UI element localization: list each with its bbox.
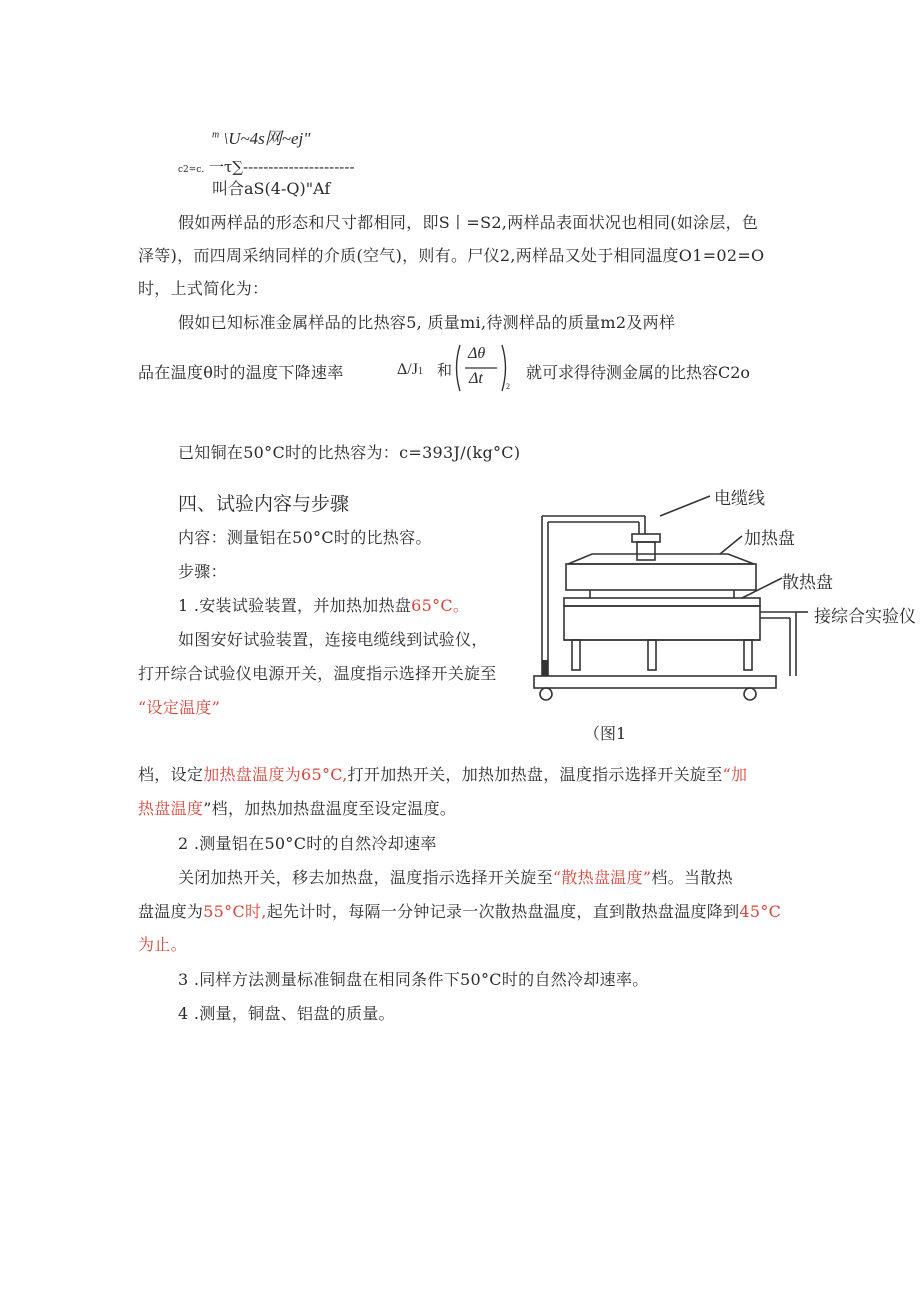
formula-line-3: 叫合aS(4-Q)"Af <box>212 179 331 198</box>
formula-line-2 <box>178 156 355 177</box>
para2-line2-a: 品在温度θ时的温度下降速率 <box>138 363 344 382</box>
foot-left <box>540 688 552 700</box>
step1-desc-3: “设定温度” <box>138 698 221 717</box>
formula-sum: 一τ∑---------------------- <box>209 158 355 176</box>
rate-symbol <box>397 361 423 379</box>
step2-desc-2 <box>138 899 781 922</box>
step1-line <box>178 593 469 616</box>
step2-desc-1-b: 档。当散热 <box>651 868 733 887</box>
step1-desc-5-b: ”档，加热加热盘温度至设定温度。 <box>203 799 457 818</box>
and-word: 和 <box>437 361 453 379</box>
apparatus-drawing <box>520 480 920 720</box>
heat-sink-body <box>564 606 760 640</box>
probe-body <box>637 542 655 560</box>
step2-desc-2-a: 盘温度为 <box>138 902 204 921</box>
fraction-subscript: 2 <box>506 382 510 391</box>
leg-1 <box>572 640 580 670</box>
formula-line-1 <box>212 124 310 149</box>
step1-desc-2: 打开综合试验仪电源开关，温度指示选择开关旋至 <box>138 664 497 683</box>
step1-temp: 65°C。 <box>411 596 470 615</box>
step1-desc-4-red1: 加热盘温度为65°C, <box>203 765 348 784</box>
step2-desc-3: 为止。 <box>138 935 187 954</box>
heat-sink-top <box>564 598 760 606</box>
leader-heat <box>720 536 742 554</box>
para1-line2: 泽等)，而四周采纳同样的介质(空气)，则有。尸仪2,两样品又处于相同温度O1=02=O <box>138 246 765 265</box>
rate-symbol-text: Δ/J <box>397 361 418 378</box>
rate-fraction <box>452 342 512 394</box>
step2-desc-1 <box>178 865 733 888</box>
rate-symbol-sub: 1 <box>417 366 423 377</box>
step1-desc-5-red: 热盘温度 <box>138 799 204 818</box>
leader-cable <box>660 496 710 516</box>
fraction-denominator: Δt <box>469 370 483 387</box>
step4-line: 4 .测量，铜盘、铝盘的质量。 <box>178 1004 395 1023</box>
step1-desc-4-red2: “加 <box>722 765 748 784</box>
heating-plate-body <box>566 564 756 590</box>
known-copper-heat: 已知铜在50°C时的比热容为：c=393J/(kg°C) <box>178 443 521 462</box>
section-heading: 四、试验内容与步骤 <box>178 493 350 515</box>
step3-line: 3 .同样方法测量标准铜盘在相同条件下50°C时的自然冷却速率。 <box>178 970 649 989</box>
probe-top <box>632 534 660 542</box>
step2-desc-2-red2: 45°C <box>739 902 782 921</box>
content-line: 内容：测量铝在50°C时的比热容。 <box>178 528 432 547</box>
step1-desc-4-a: 档，设定 <box>138 765 204 784</box>
formula-sup: m <box>212 129 220 141</box>
fraction-numerator: Δθ <box>468 345 486 362</box>
steps-label: 步骤： <box>178 562 227 581</box>
para1-line1: 假如两样品的形态和尺寸都相同，即S丨=S2,两样品表面状况也相同(如涂层，色 <box>178 213 759 232</box>
para1-line3: 时，上式简化为： <box>138 279 269 298</box>
step1-text: 1 .安装试验装置，并加热加热盘 <box>178 596 412 615</box>
foot-right <box>744 688 756 700</box>
step2-line: 2 .测量铝在50°C时的自然冷却速率 <box>178 834 437 853</box>
label-cable: 电缆线 <box>714 489 765 509</box>
para2-line2-b: 就可求得待测金属的比热容C2o <box>526 363 751 382</box>
formula-small: c2=c. <box>178 165 205 175</box>
step1-desc-1: 如图安好试验装置，连接电缆线到试验仪， <box>178 630 488 649</box>
step2-desc-2-red1: 55°C时, <box>203 902 267 921</box>
label-heating-plate: 加热盘 <box>744 529 795 549</box>
step2-desc-1-red: “散热盘温度” <box>552 868 652 887</box>
step1-desc-4-b: 打开加热开关，加热加热盘，温度指示选择开关旋至 <box>347 765 723 784</box>
step1-desc-4 <box>138 762 747 785</box>
figure-caption: （图1 <box>584 724 627 743</box>
formula-text: \U~4s网~ej" <box>223 129 311 148</box>
para2-line1: 假如已知标准金属样品的比热容5, 质量mi,待测样品的质量m2及两样 <box>178 313 676 332</box>
label-connect: 接综合实验仪 <box>814 607 916 627</box>
stand-left-post <box>542 660 548 676</box>
step1-desc-5 <box>138 796 456 819</box>
apparatus-figure <box>520 480 920 743</box>
base-plate <box>534 676 776 688</box>
step2-desc-2-b: 起先计时，每隔一分钟记录一次散热盘温度，直到散热盘温度降到 <box>266 902 740 921</box>
leg-3 <box>744 640 752 670</box>
leader-sink <box>742 578 782 598</box>
heating-plate-top <box>568 554 754 564</box>
label-heat-sink: 散热盘 <box>782 573 833 593</box>
leg-2 <box>648 640 656 670</box>
step2-desc-1-a: 关闭加热开关，移去加热盘，温度指示选择开关旋至 <box>178 868 553 887</box>
